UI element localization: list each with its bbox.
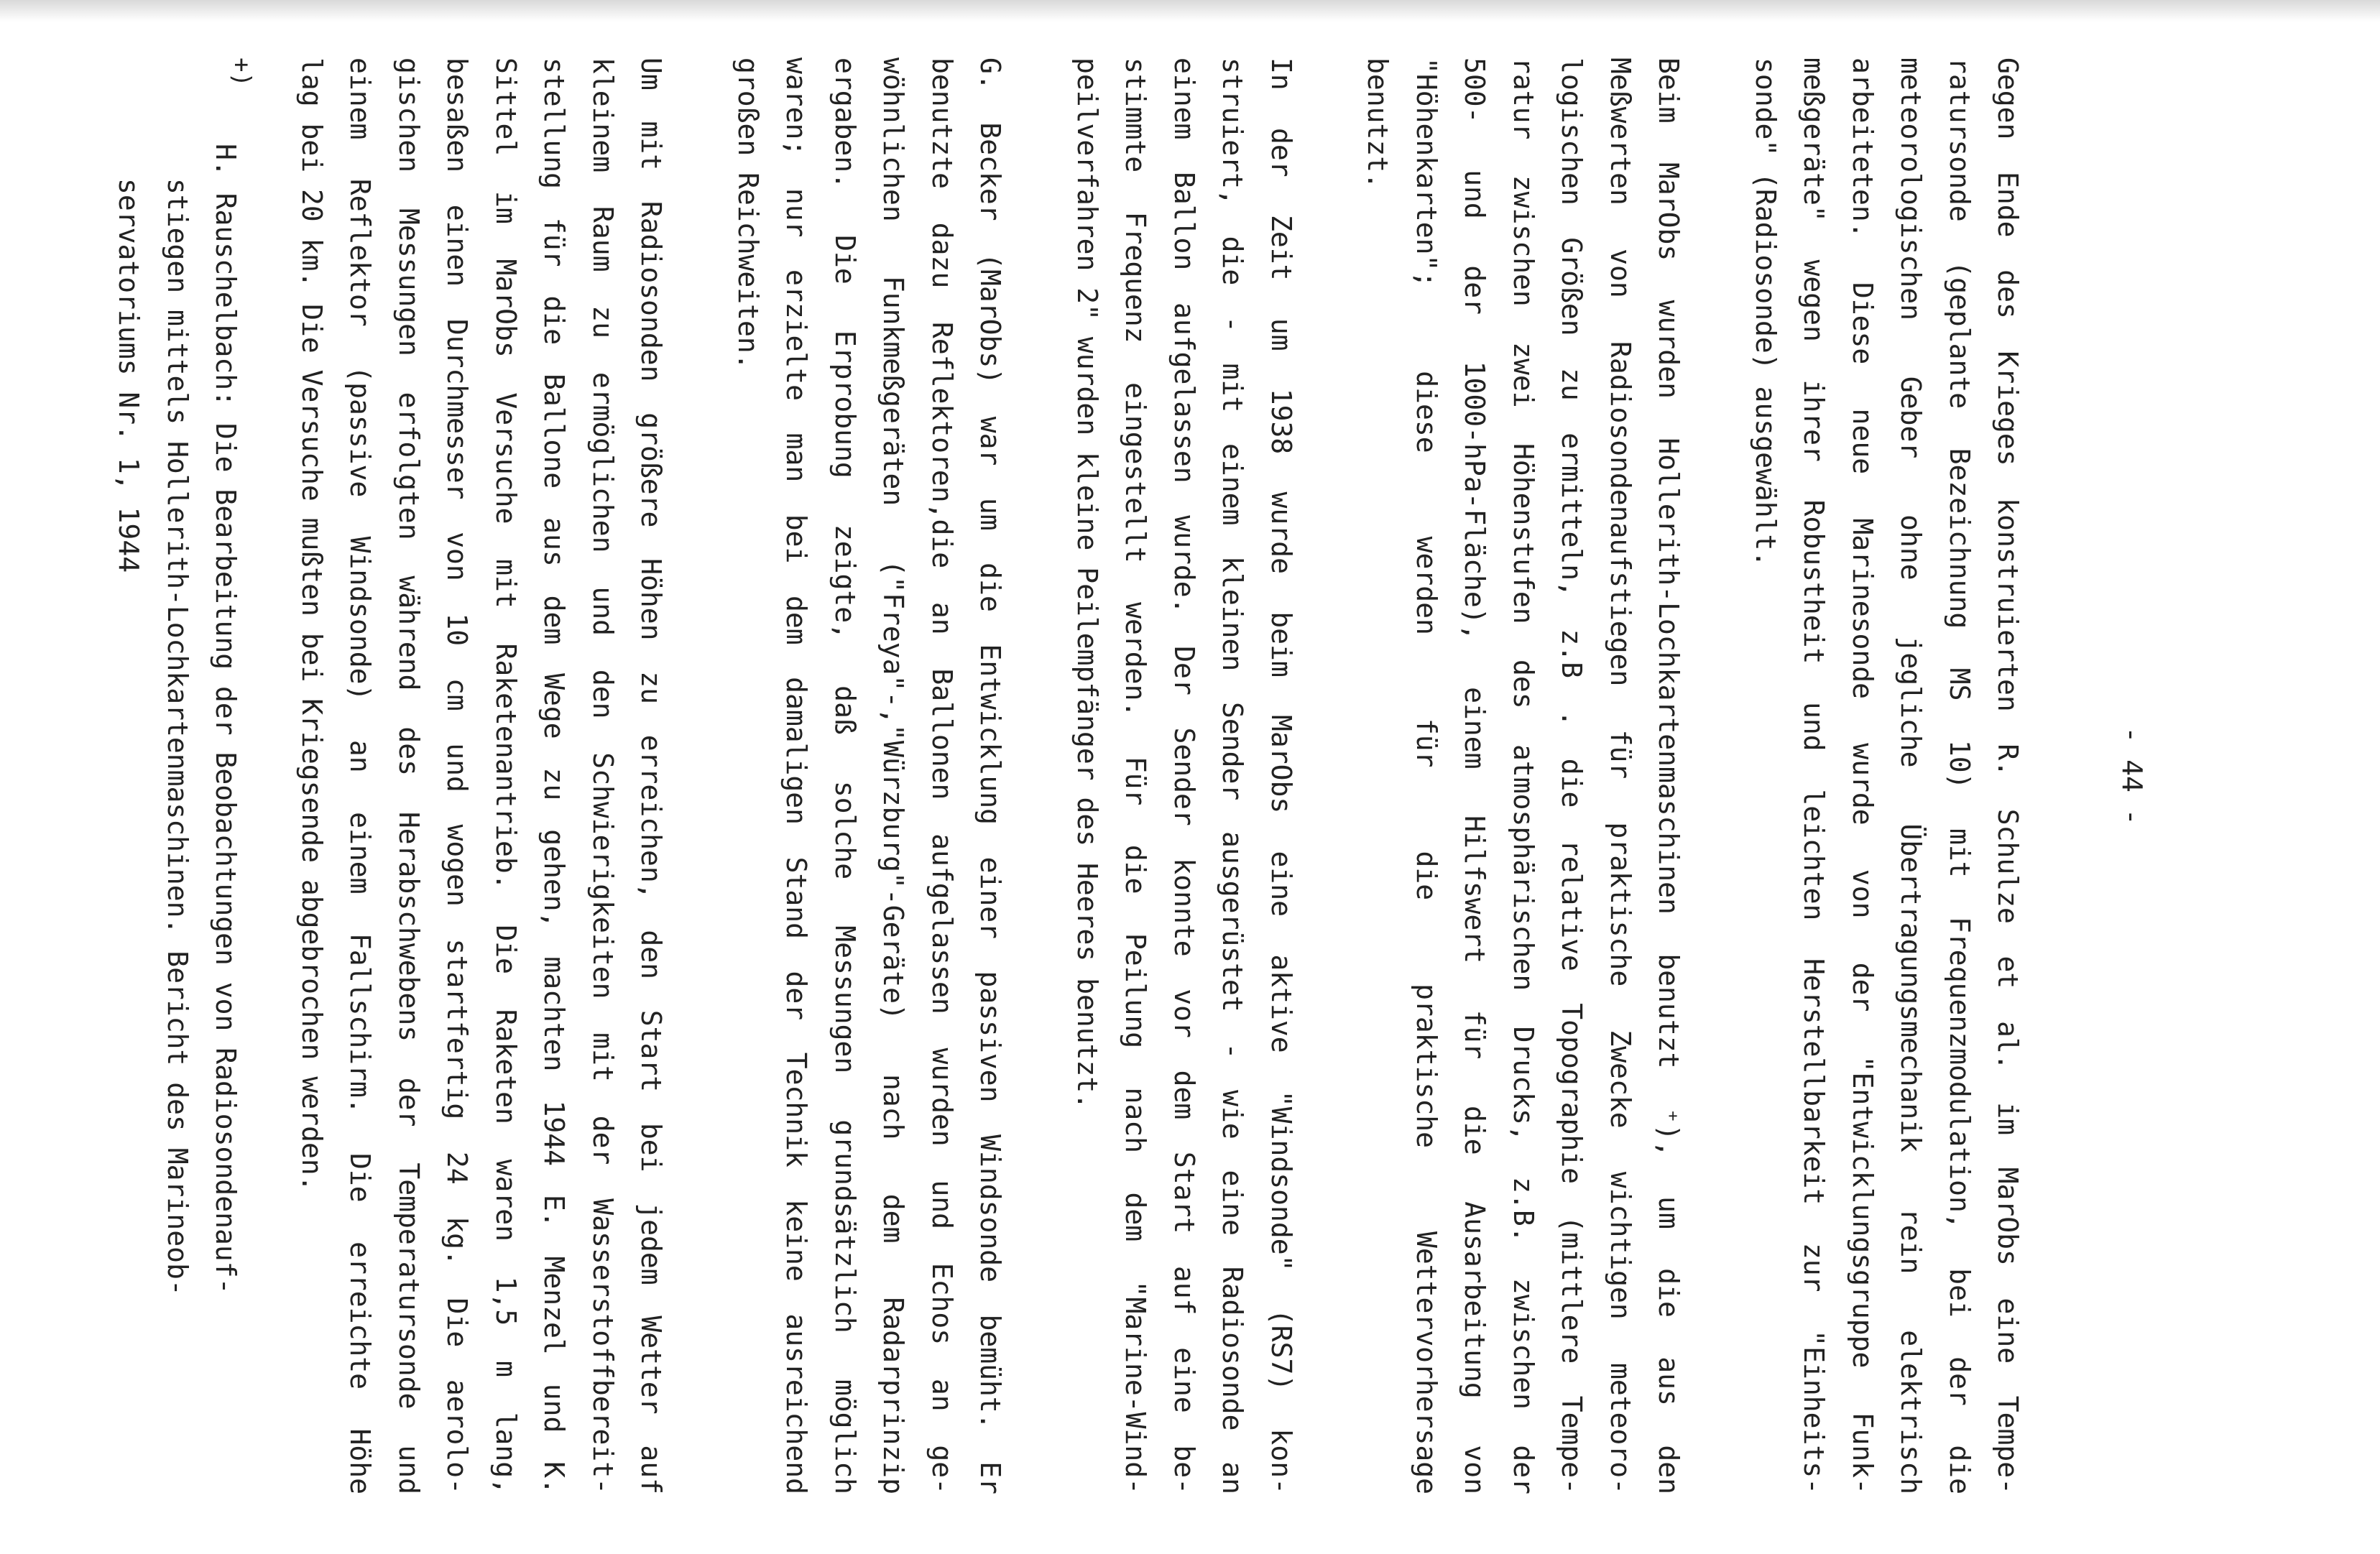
scan-edge-shadow bbox=[0, 0, 2380, 22]
body-text bbox=[287, 57, 2032, 1494]
paragraph bbox=[1353, 57, 1693, 1494]
text-line: meteorologischen Geber ohne jegliche Übertragungsmechanik rein elektrisch bbox=[1895, 57, 1927, 1494]
text-line: meßgeräte" wegen ihrer Robustheit und leichten Herstellbarkeit zur "Einheits- bbox=[1798, 57, 1830, 1494]
text-line: stimmte Frequenz eingestellt werden. Für die Peilung nach dem "Marine-Wind- bbox=[1120, 57, 1152, 1494]
text-line: peilverfahren 2" wurden kleine Peilempfänger des Heeres benutzt. bbox=[1071, 57, 1103, 1110]
paragraph bbox=[1063, 57, 1306, 1494]
text-line: gischen Messungen erfolgten während des Herabschwebens der Temperatursonde und bbox=[393, 57, 425, 1494]
footnote-line: H. Rauschelbach: Die Bearbeitung der Beobachtungen von Radiosondenauf- bbox=[210, 144, 242, 1295]
paragraph bbox=[1741, 57, 2032, 1494]
text-line: lag bei 20 km. Die Versuche mußten bei Kriegsende abgebrochen werden. bbox=[296, 57, 328, 1192]
text-line: wöhnlichen Funkmeßgeräten ("Freya"-,"Würzburg"-Geräte) nach dem Radarprinzip bbox=[877, 57, 910, 1494]
page-number: - 44 - bbox=[2116, 726, 2148, 825]
text-line: kleinem Raum zu ermöglichen und den Schwierigkeiten mit der Wasserstoffbereit- bbox=[587, 57, 619, 1494]
paragraph-gap bbox=[1305, 57, 1353, 1494]
document-page bbox=[108, 57, 2156, 1494]
text-line: struiert, die - mit einem kleinen Sender ausgerüstet - wie eine Radiosonde an bbox=[1217, 57, 1249, 1494]
text-line: Gegen Ende des Krieges konstruierten R. Schulze et al. im MarObs eine Tempe- bbox=[1992, 57, 2024, 1494]
footnote-marker: +) bbox=[227, 57, 257, 87]
text-line: Meßwerten von Radiosondenaufstiegen für praktische Zwecke wichtigen meteoro- bbox=[1605, 57, 1636, 1494]
text-line: sonde" (Radiosonde) ausgewählt. bbox=[1750, 57, 1781, 568]
text-line: Sittel im MarObs Versuche mit Raketenantrieb. Die Raketen waren 1,5 m lang, bbox=[490, 57, 522, 1494]
text-line: stellung für die Ballone aus dem Wege zu gehen, machten 1944 E. Menzel und K. bbox=[538, 57, 571, 1494]
text-line: G. Becker (MarObs) war um die Entwicklung einer passiven Windsonde bemüht. Er bbox=[974, 57, 1007, 1494]
text-line: waren; nur erzielte man bei dem damaligen Stand der Technik keine ausreichend bbox=[780, 57, 813, 1494]
paragraph-gap bbox=[675, 57, 724, 1494]
text-line: ratursonde (geplante Bezeichnung MS 10) mit Frequenzmodulation, bei der die bbox=[1944, 57, 1975, 1494]
text-line: einem Ballon aufgelassen wurde. Der Sender konnte vor dem Start auf eine be- bbox=[1168, 57, 1200, 1494]
paragraph-gap bbox=[1693, 57, 1741, 1494]
text-line: ratur zwischen zwei Höhenstufen des atmosphärischen Drucks, z.B. zwischen der bbox=[1508, 57, 1539, 1494]
text-line: logischen Größen zu ermitteln, z.B . die relative Topographie (mittlere Tempe- bbox=[1556, 57, 1588, 1494]
text-line: arbeiteten. Diese neue Marinesonde wurde von der "Entwicklungsgruppe Funk- bbox=[1847, 57, 1878, 1494]
text-line: benutzte dazu Reflektoren,die an Ballonen aufgelassen wurden und Echos an ge- bbox=[926, 57, 958, 1494]
text-line: großen Reichweiten. bbox=[732, 57, 764, 370]
text-line: einem Reflektor (passive Windsonde) an einem Fallschirm. Die erreichte Höhe bbox=[344, 57, 377, 1494]
text-line: In der Zeit um 1938 wurde beim MarObs eine aktive "Windsonde" (RS7) kon- bbox=[1265, 57, 1297, 1494]
paragraph bbox=[287, 57, 675, 1494]
text-line: "Höhenkarten"; diese werden für die praktische Wettervorhersage bbox=[1411, 57, 1442, 1494]
text-line: besaßen einen Durchmesser von 10 cm und wogen startfertig 24 kg. Die aerolo- bbox=[441, 57, 474, 1494]
text-line: Um mit Radiosonden größere Höhen zu erreichen, den Start bei jedem Wetter auf bbox=[635, 57, 668, 1494]
text-line: ergaben. Die Erprobung zeigte, daß solche Messungen grundsätzlich möglich bbox=[829, 57, 861, 1494]
footnote bbox=[104, 57, 257, 1494]
paragraph bbox=[724, 57, 1015, 1494]
text-line: benutzt. bbox=[1362, 57, 1394, 190]
footnote-lines bbox=[104, 144, 250, 1494]
footnote-line: stiegen mittels Hollerith-Lochkartenmaschinen. Bericht des Marineob- bbox=[162, 178, 193, 1296]
footnote-line: servatoriums Nr. 1, 1944 bbox=[113, 178, 145, 573]
text-line: Beim MarObs wurden Hollerith-Lochkartenmaschinen benutzt ⁺), um die aus den bbox=[1653, 57, 1685, 1494]
text-line: 500- und der 1000-hPa-Fläche), einem Hilfswert für die Ausarbeitung von bbox=[1459, 57, 1491, 1494]
paragraph-gap bbox=[1015, 57, 1063, 1494]
